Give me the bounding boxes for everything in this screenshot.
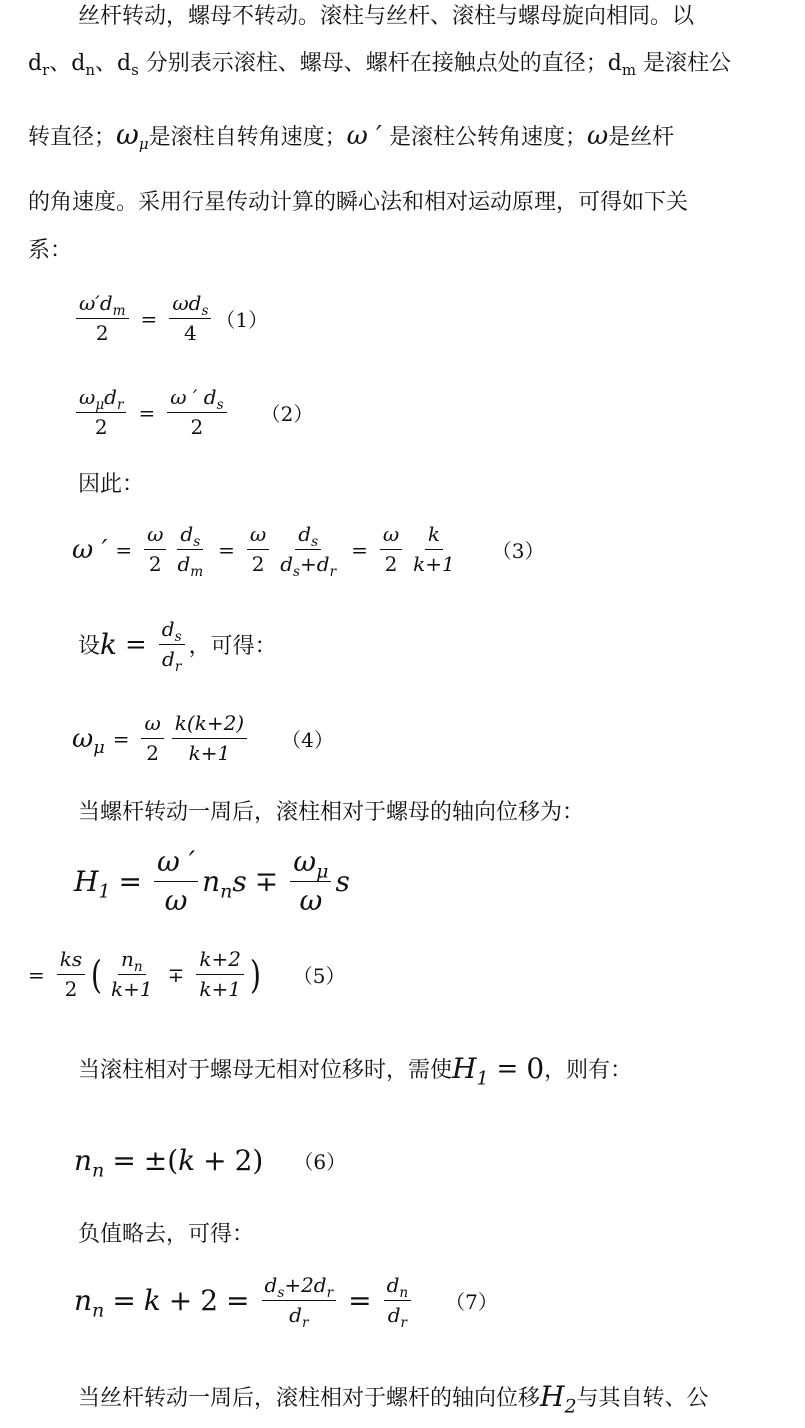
equation-2-tag: （2） bbox=[260, 402, 314, 426]
equation-6: $n_n$ = ±( k + 2) （6） bbox=[74, 1144, 347, 1182]
equation-1: $\frac{\omega'd_m}{2}$ = $\frac{\omega d_s}{4}$ （1） bbox=[72, 292, 268, 345]
paragraph-line-3: 转直径；$\omega_\mu$是滚柱自转角速度；ω ′ 是滚柱公转角速度；ω是丝杆 bbox=[28, 118, 675, 154]
negative-omitted-text: 负值略去，可得： bbox=[78, 1222, 255, 1247]
equation-3: ω ′ = $\frac{\omega}{2}$ $\frac{d_s}{d_m}$ = $\frac{\omega}{2}$ $\frac{d_s}{d_s+d_r}$ = $\frac{\omega}{2}$ $\frac{k}{k+1}$ （3） bbox=[72, 522, 545, 580]
equation-4-tag: （4） bbox=[281, 728, 334, 752]
equation-4: $\omega_\mu$ = $\frac{\omega}{2}$ $\frac{k(k+2)}{k+1}$ （4） bbox=[72, 711, 334, 765]
equation-7-tag: （7） bbox=[445, 1290, 498, 1314]
equation-2: $\frac{\omega_\mu d_r}{2}$ = $\frac{\omega ' d_s}{2}$ （2） bbox=[72, 386, 313, 439]
therefore-text: 因此： bbox=[78, 472, 145, 497]
equation-6-tag: （6） bbox=[293, 1150, 347, 1174]
paragraph-line-2: $d_r$、$d_n$、$d_s$ 分别表示滚柱、螺母、螺杆在接触点处的直径；$d_m$ 是滚柱公 bbox=[28, 51, 732, 80]
last-line: 当丝杆转动一周后，滚柱相对于螺杆的轴向位移 $H_2$ 与其自转、公 bbox=[78, 1380, 709, 1418]
equation-7: $n_n$ = k + 2 = $\frac{d_s+2d_r}{d_r}$ = $\frac{d_n}{d_r}$ （7） bbox=[74, 1273, 498, 1331]
equation-h1: $H_1$ = $\frac{\omega '}{\omega}$ $n_ns$ ∓ $\frac{\omega_\mu}{\omega}$ s bbox=[74, 845, 350, 918]
paragraph-line-5: 系： bbox=[28, 238, 73, 263]
no-displacement-line: 当滚柱相对于螺母无相对位移时，需使 $H_1$ = 0 ，则有： bbox=[78, 1052, 633, 1090]
equation-5: = $\frac{ks}{2}$ ( $\frac{n_n}{k+1}$ ∓ $\frac{k+2}{k+1}$ ) （5） bbox=[28, 947, 346, 1001]
screw-rotation-text: 当螺杆转动一周后，滚柱相对于螺母的轴向位移为： bbox=[78, 800, 585, 825]
equation-3-tag: （3） bbox=[491, 539, 545, 563]
paragraph-line-4: 的角速度。采用行星传动计算的瞬心法和相对运动原理，可得如下关 bbox=[28, 190, 689, 215]
paragraph-line-1: 丝杆转动，螺母不转动。滚柱与丝杆、滚柱与螺母旋向相同。以 bbox=[78, 4, 695, 29]
set-k-line: 设 k = $\frac{d_s}{d_r}$ ，可得： bbox=[78, 617, 277, 675]
equation-5-tag: （5） bbox=[292, 964, 346, 988]
equation-1-tag: （1） bbox=[215, 308, 269, 332]
